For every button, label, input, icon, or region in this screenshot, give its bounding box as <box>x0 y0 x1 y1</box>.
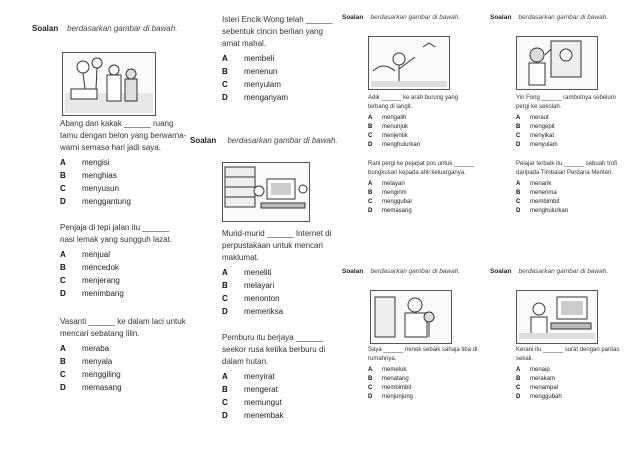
option[interactable]: D menganyam <box>222 93 289 102</box>
col1-header <box>32 24 190 34</box>
option[interactable]: B merakam <box>516 376 556 382</box>
col4-header2-italic: berdasarkan gambar di bawah. <box>518 268 609 275</box>
col4-q3-text: Kerani itu ______ surat dengan pantas sekali. <box>516 347 620 362</box>
col2 <box>222 14 340 104</box>
option[interactable]: D memeriksa <box>222 307 284 316</box>
option[interactable]: A menjual <box>60 250 111 259</box>
col3-q1-options <box>368 114 480 150</box>
col3-q3-text: Saya ______ nenek sebaik sahaja tiba di rumahnya. <box>368 347 478 362</box>
option[interactable]: A memeluk <box>368 367 407 373</box>
col1-header-italic: berdasarkan gambar di bawah. <box>67 24 178 33</box>
option[interactable]: A menyirat <box>222 372 275 381</box>
col2-q3-text: Pemburu itu berjaya ______ seekor rusa ketika berburu di dalam hutan. <box>222 333 326 366</box>
col4-q2-options <box>516 180 630 216</box>
option[interactable]: B mengirim <box>368 190 407 196</box>
col2-header <box>190 136 340 146</box>
col2-body <box>222 228 342 422</box>
option[interactable]: A mengalih <box>368 115 407 121</box>
hugging-grandma-image <box>371 291 451 343</box>
option[interactable]: D memasang <box>60 383 122 392</box>
col3-q2-options <box>368 180 480 216</box>
col4-header-italic: berdasarkan gambar di bawah. <box>518 14 609 21</box>
col3-header-2-wrap <box>342 268 480 276</box>
option[interactable]: D menjunjung <box>368 394 414 400</box>
col4-header2-bold: Soalan <box>490 268 512 275</box>
col3 <box>342 14 480 22</box>
col3-q2-text: Rani pergi ke pejabat pos untuk ______ bungkusan kepada ahli keluarganya. <box>368 161 475 176</box>
col1 <box>32 24 190 34</box>
col4-body-1 <box>516 94 630 216</box>
col4-q1-text: Yin Fong ______ rambutnya sebelum pergi ke sekolah. <box>516 95 616 110</box>
option[interactable]: C menggubal <box>368 199 412 205</box>
col4-header-2-wrap <box>490 268 630 276</box>
col3-q3-options <box>368 366 480 402</box>
col3-body-1 <box>368 94 480 216</box>
option[interactable]: D menggubah <box>516 394 562 400</box>
col4-body-2 <box>516 346 630 402</box>
option[interactable]: B mengepit <box>516 124 555 130</box>
col1-q3-text: Vasanti ______ ke dalam laci untuk mencari sebatang lilin. <box>60 317 186 338</box>
col3-header-bold: Soalan <box>342 14 364 21</box>
col4-picture-2 <box>516 290 598 344</box>
girl-combing-hair-image <box>517 37 597 89</box>
col3-header-2 <box>342 268 480 276</box>
option[interactable]: C menyulam <box>222 80 281 89</box>
col3-header2-italic: berdasarkan gambar di bawah. <box>370 268 461 275</box>
option[interactable]: D menyulam <box>516 142 558 148</box>
option[interactable]: B mencedok <box>60 263 119 272</box>
child-pointing-bird-image <box>369 37 449 89</box>
col1-picture <box>62 52 156 116</box>
option[interactable]: C membimbit <box>516 199 560 205</box>
col1-header-bold: Soalan <box>32 24 59 33</box>
col1-body <box>46 118 186 394</box>
col3-header-italic: berdasarkan gambar di bawah. <box>370 14 461 21</box>
option[interactable]: B menyala <box>60 357 113 366</box>
col1-q1-text: Abang dan kakak ______ ruang tamu dengan belon yang berwarna-warni semasa hari jadi saya. <box>60 119 187 152</box>
option[interactable]: A mengisi <box>60 158 110 167</box>
col4-header <box>490 14 630 22</box>
option[interactable]: A menaip <box>516 367 550 373</box>
option[interactable]: B menghias <box>60 171 117 180</box>
col3-header2-bold: Soalan <box>342 268 364 275</box>
col3-picture-1 <box>368 36 450 90</box>
option[interactable]: C menyusun <box>60 184 119 193</box>
col2-q3-options <box>222 370 342 422</box>
option[interactable]: B melayari <box>222 281 275 290</box>
option[interactable]: B mengerat <box>222 385 278 394</box>
option[interactable]: A melayari <box>368 181 405 187</box>
option[interactable]: B menenun <box>222 67 278 76</box>
option[interactable]: C menggiling <box>60 370 121 379</box>
option[interactable]: B menerima <box>516 190 557 196</box>
option[interactable]: C menjerang <box>60 276 120 285</box>
option[interactable]: A meneliti <box>222 268 272 277</box>
col2-q1-options <box>222 52 340 104</box>
option[interactable]: D menghulurkan <box>368 142 421 148</box>
col2-header-italic: berdasarkan gambar di bawah. <box>227 136 338 145</box>
col4-header-bold: Soalan <box>490 14 512 21</box>
option[interactable]: A meraba <box>60 344 110 353</box>
col4-q1-options <box>516 114 630 150</box>
col1-q1-options <box>46 156 186 208</box>
party-scene-image <box>63 53 155 115</box>
option[interactable]: D menimbang <box>60 289 124 298</box>
option[interactable]: A membeli <box>222 54 275 63</box>
col3-body-2 <box>368 346 480 402</box>
option[interactable]: D menghulurkan <box>516 208 569 214</box>
col2-q2-text: Murid-murid ______ Internet di perpustakaan untuk mencari maklumat. <box>222 229 332 262</box>
col2-picture <box>222 162 310 222</box>
option[interactable]: C menjentik <box>368 133 408 139</box>
col2-q1-text: Isteri Encik Wong telah ______ sebentuk cincin berlian yang amat mahal. <box>222 15 333 48</box>
library-computer-image <box>223 163 309 221</box>
col2-q2-options <box>222 266 342 318</box>
option[interactable]: B menatang <box>368 376 409 382</box>
option[interactable]: D menggantung <box>60 197 131 206</box>
col3-header <box>342 14 480 22</box>
clerk-typing-image <box>517 291 597 343</box>
col4-q3-options <box>516 366 630 402</box>
col2-header-bold: Soalan <box>190 136 217 145</box>
col4 <box>490 14 630 22</box>
option[interactable]: A menarik <box>516 181 552 187</box>
option[interactable]: B menunjuk <box>368 124 409 130</box>
option[interactable]: D memasang <box>368 208 412 214</box>
col1-q2-options <box>46 248 186 300</box>
col4-q2-text: Pelajar terbaik itu ______ sebuah trofi daripada Timbalan Perdana Menteri. <box>516 161 618 176</box>
option[interactable]: C membimbit <box>368 385 412 391</box>
col4-header-2 <box>490 268 630 276</box>
option[interactable]: A meraut <box>516 115 549 121</box>
col3-picture-2 <box>370 290 452 344</box>
option[interactable]: C menonton <box>222 294 280 303</box>
col4-picture-1 <box>516 36 598 90</box>
option[interactable]: C memungut <box>222 398 282 407</box>
col1-q3-options <box>46 342 186 394</box>
col3-q1-text: Adik ______ ke arah burung yang terbang di langit. <box>368 95 459 110</box>
option[interactable]: C menyikat <box>516 133 555 139</box>
option[interactable]: D menembak <box>222 411 284 420</box>
option[interactable]: C menampal <box>516 385 559 391</box>
col1-q2-text: Penjaja di tepi jalan itu ______ nasi lemak yang sungguh lazat. <box>60 223 173 244</box>
